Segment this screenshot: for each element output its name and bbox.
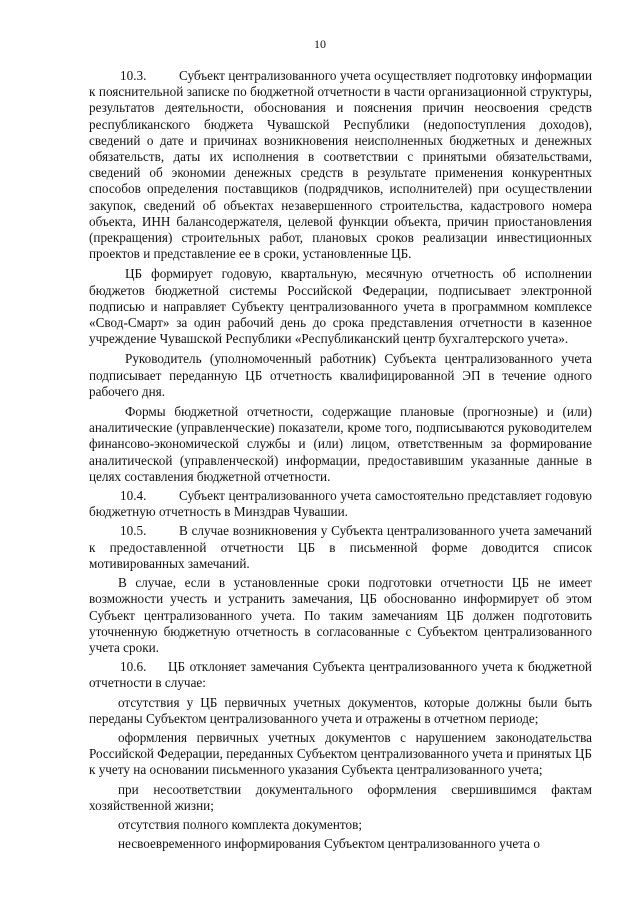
paragraph-10-6 xyxy=(89,659,592,691)
list-item xyxy=(89,836,592,852)
paragraph-text: ЦБ отклоняет замечания Субъекта централизованного учета к бюджетной отчетности в случае: xyxy=(89,659,592,691)
list-item xyxy=(89,817,592,833)
paragraph-10-3 xyxy=(89,68,592,262)
page-number: 10 xyxy=(314,37,326,51)
list-item xyxy=(89,782,592,814)
paragraph-report-forms xyxy=(89,404,592,485)
clause-number: 10.5. xyxy=(120,523,147,539)
paragraph-text: Руководитель (уполномоченный работник) Субъекта централизованного учета подписывает переданную ЦБ отчетность квалифицированной ЭП в течение одного рабочего дня. xyxy=(89,351,592,399)
paragraph-10-4 xyxy=(89,488,592,520)
paragraph-text: Формы бюджетной отчетности, содержащие плановые (прогнозные) и (или) аналитические (управленческие) показатели, кроме того, подписываются руководителем финансово-экономической службы и (или) лицом, ответственным за формирование аналитической (управленческой) информации, предоставившим указанные данные в целях составления бюджетной отчетности. xyxy=(89,404,592,484)
clause-number: 10.4. xyxy=(120,488,147,504)
paragraph-text: отсутствия у ЦБ первичных учетных документов, которые должны были быть переданы Субъектом централизованного учета и отражены в отчетном периоде; xyxy=(89,694,592,726)
clause-number: 10.6. xyxy=(120,659,147,675)
list-item xyxy=(89,695,592,727)
clause-number: 10.3. xyxy=(120,68,147,83)
paragraph-text: В случае, если в установленные сроки подготовки отчетности ЦБ не имеет возможности учесть и устранить замечания, ЦБ обоснованно информирует об этом Субъект централизованного учета. По таким замечаниям ЦБ должен подготовить уточненную бюджетную отчетность в согласованные с Субъектом централизованного учета сроки. xyxy=(89,575,592,655)
paragraph-text: при несоответствии документального оформления свершившимся фактам хозяйственной жизни; xyxy=(89,781,592,813)
paragraph-text: несвоевременного информирования Субъектом централизованного учета о xyxy=(118,836,540,852)
paragraph-text: В случае возникновения у Субъекта централизованного учета замечаний к предоставленной отчетности ЦБ в письменной форме доводится список мотивированных замечаний. xyxy=(89,523,592,571)
paragraph-text: оформления первичных учетных документов с нарушением законодательства Российской Федерации, переданных Субъектом централизованного учета и принятых ЦБ к учету на основании письменного указания Субъекта централизованного учета; xyxy=(89,729,592,778)
paragraph-10-5 xyxy=(89,523,592,572)
paragraph-text: отсутствия полного комплекта документов; xyxy=(118,816,362,832)
paragraph-text: ЦБ формирует годовую, квартальную, месячную отчетность об исполнении бюджетов бюджетной системы Российской Федерации, подписывает электронной подписью и направляет Субъекту централизованного учета в программном комплексе «Свод-Смарт» за один рабочий день до срока представления отчетности в казенное учреждение Чувашской Республики «Республиканский центр бухгалтерского учета». xyxy=(89,266,592,347)
paragraph-text: Субъект централизованного учета самостоятельно представляет годовую бюджетную отчетность в Минздрав Чувашии. xyxy=(89,488,592,520)
paragraph-cb-reporting xyxy=(89,266,592,347)
paragraph-remarks-case xyxy=(89,575,592,656)
paragraph-text: Субъект централизованного учета осуществляет подготовку информации к пояснительной записке по бюджетной отчетности в части организационной структуры, результатов деятельности, обоснования и пояснения причин неосвоения средств республиканского бюджета Чувашской Республики (недопоступления доходов), сведений о дате и причинах возникновения неисполненных бюджетных и денежных обязательств, даты их исполнения в соответствии с принятыми обязательствами, сведений об экономии денежных средств в результате применения конкурентных способов определения поставщиков (подрядчиков, исполнителей) при осуществлении закупок, сведений об объектах незавершенного строительства, кадастрового номера объекта, ИНН балансодержателя, целевой функции объекта, причин приостановления (прекращения) строительных работ, плановых сроков реализации инвестиционных проектов и представление ее в сроки, установленные ЦБ. xyxy=(89,68,592,262)
list-item xyxy=(89,730,592,779)
document-body xyxy=(89,68,592,852)
paragraph-head-signing xyxy=(89,351,592,400)
